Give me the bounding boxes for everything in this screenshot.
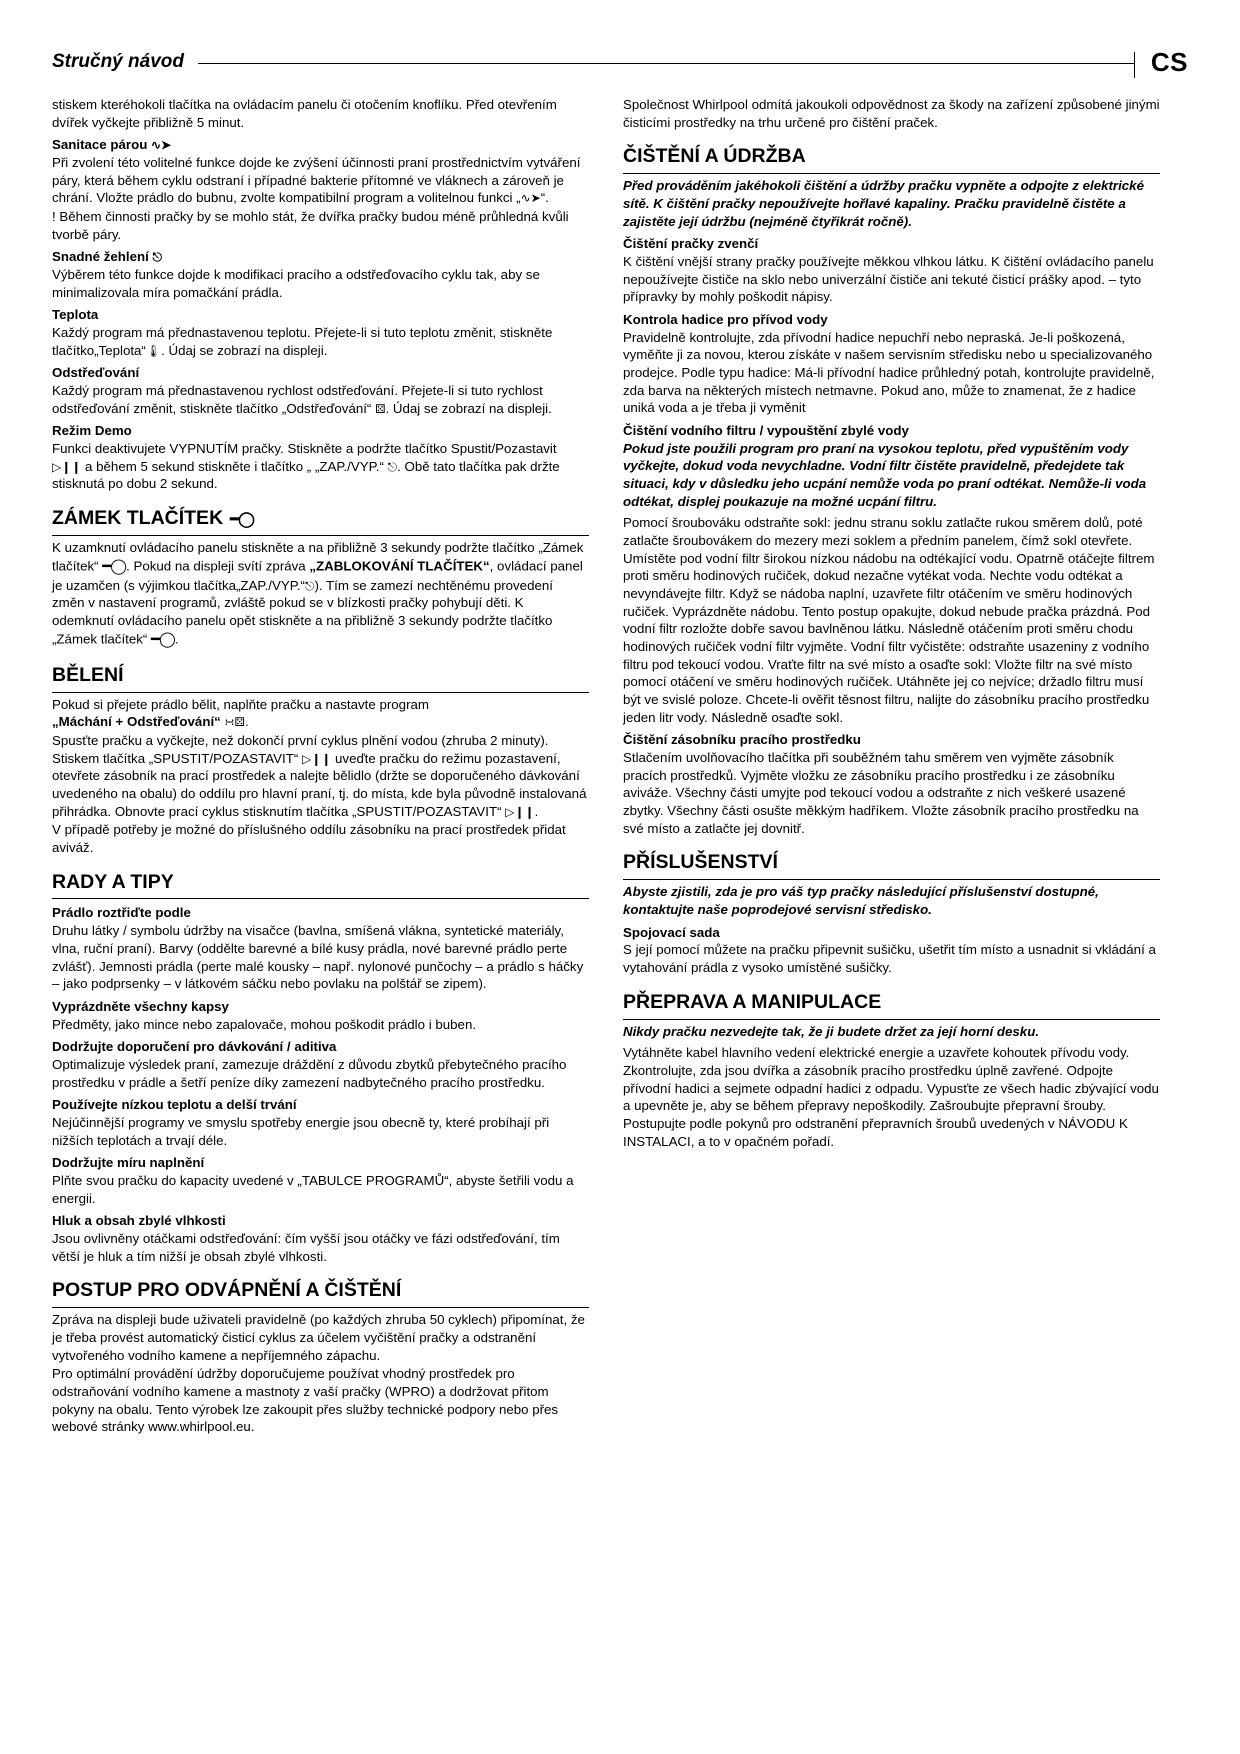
power-icon: ⎋ (387, 459, 398, 474)
steam-sanitation-heading: Sanitace párou ∿➤ (52, 137, 172, 153)
descaling-body-1: Zpráva na displeji bude uživateli pravidelně (po každých zhruba 50 cyklech) připomínat, že je třeba provést automatický čisticí cyklus za účelem vyčištění pračky a odstranění vytvořeného vodního kamene a nepříjemného zápachu. (52, 1312, 585, 1363)
key-lock-icon-inline-2: ━◯ (151, 630, 175, 648)
iron-icon: ⎋ (152, 250, 162, 265)
temperature-body: Každý program má přednastavenou teplotu. Přejete-li si tuto teplotu změnit, stiskněte tlačítko„Teplota“🌡. Údaj se zobrazí na displeji. (52, 325, 553, 358)
tip-0-body: Druhu látky / symbolu údržby na visačce (bavlna, smíšená vlákna, syntetické materiály, vlna, ruční praní). Barvy (oddělte barevné a bílé kusy prádla, nové barevné prádlo perte zvlášť). Jemnosti prádla (perte malé kousky – např. nylonové punčochy – a prádlo s háčky – jako podprsenky – v látkovém sáčku nebo povlaku na polštář se zipem). (52, 923, 584, 992)
hose-check-body: Pravidelně kontrolujte, zda přívodní hadice nepuchří nebo nepraská. Je-li poškozená, vyměňte ji za novou, kterou získáte v našem servisním středisku nebo u specializovaného prodejce. Podle typu hadice: Má-li přívodní hadice průhledný potah, kontrolujte pravidelně, zda barva na některých místech netmavne. Pokud ano, může to znamenat, že z hadice uniká voda a je třeba ji vyměnit (623, 329, 1155, 416)
stacking-kit-body: S její pomocí můžete na pračku připevnit sušičku, ušetřit tím místo a usnadnit si vkládání a vytahování prádla z vysoko umístěné sušičky. (623, 942, 1156, 976)
demo-mode-heading: Režim Demo (52, 423, 132, 439)
tip-2-title: Dodržujte doporučení pro dávkování / aditiva (52, 1039, 337, 1055)
power-icon-2: ⎋ (304, 578, 315, 593)
cleaning-warning: Před prováděním jakéhokoli čištění a údržby pračku vypněte a odpojte z elektrické sítě. K čištění pračky nepoužívejte hořlavé kapaliny. Pračku pravidelně čistěte a zajistěte její údržbu (nejméně čtyřikrát ročně). (623, 178, 1144, 229)
language-code: CS (1150, 46, 1188, 77)
bleaching-body-1: Pokud si přejete prádlo bělit, naplňte pračku a nastavte program „Máchání + Odstřeďování“ ∺⚄. (52, 696, 429, 730)
header-divider (198, 63, 1135, 64)
tip-1-title: Vyprázdněte všechny kapsy (52, 998, 229, 1014)
tip-3-title: Používejte nízkou teplotu a delší trvání (52, 1097, 297, 1113)
transport-warning: Nikdy pračku nezvedejte tak, že ji budete držet za její horní desku. (623, 1023, 1040, 1039)
tip-1-body: Předměty, jako mince nebo zapalovače, mohou poškodit prádlo i buben. (52, 1016, 477, 1032)
tip-3-body: Nejúčinnější programy ve smyslu spotřeby energie jsou obecně ty, které probíhají při nižších teplotách a trvají déle. (52, 1114, 550, 1148)
bleaching-body-2: Spusťte pračku a vyčkejte, než dokončí první cyklus plnění vodou (zhruba 2 minuty). Stiskem tlačítka „SPUSTIT/POZASTAVIT“ ▷❙❙ uveďte pračku do režimu pozastavení, otevřete zásobník na prací prostředek a nalejte bělidlo (držte se doporučeného dávkování uvedeného na obalu) do oddílu pro hlavní praní, tj. do místa, kde byla původně instalovaná přihrádka. Obnovte prací cyklus stisknutím tlačítka „SPUSTIT/POZASTAVIT“ ▷❙❙. (52, 732, 587, 819)
left-column (52, 94, 589, 1437)
accessories-note: Abyste zjistili, zda je pro váš typ pračky následující příslušenství dostupné, kontaktujte naše poprodejové servisní středisko. (623, 884, 1099, 918)
hose-check-title: Kontrola hadice pro přívod vody (623, 311, 828, 327)
easy-iron-heading: Snadné žehlení ⎋ (52, 249, 162, 265)
spin-body: Každý program má přednastavenou rychlost odstřeďování. Přejete-li si tuto rychlost odstřeďování změnit, stiskněte tlačítko „Odstřeďování“ ⚄. Údaj se zobrazí na displeji. (52, 383, 552, 416)
descaling-section-heading: POSTUP PRO ODVÁPNĚNÍ A ČIŠTĚNÍ (52, 1278, 589, 1308)
thermometer-icon: 🌡 (145, 343, 162, 358)
easy-iron-body: Výběrem této funkce dojde k modifikaci pracího a odstřeďovacího cyklu tak, aby se minimalizovala míra pomačkání prádla. (52, 267, 540, 300)
accessories-section-heading: PŘÍSLUŠENSTVÍ (623, 850, 1160, 880)
spin-icon: ⚄ (375, 401, 386, 416)
page-header (52, 40, 1188, 84)
rinse-spin-icon: ∺⚄ (224, 715, 245, 730)
tip-4-title: Dodržujte míru naplnění (52, 1155, 205, 1171)
tip-5-body: Jsou ovlivněny otáčkami odstřeďování: čím vyšší jsou otáčky ve fázi odstřeďování, tím větší je hluk a tím nižší je obsah zbylé vlhkosti. (52, 1230, 560, 1264)
demo-mode-body: Funkci deaktivujete VYPNUTÍM pračky. Stiskněte a podržte tlačítko Spustit/Pozastavit ▷❙❙ a během 5 sekund stiskněte i tlačítko „ „ZAP./VYP.“ ⎋. Obě tato tlačítka pak držte stisknutá po dobu 2 sekund. (52, 441, 560, 492)
exterior-cleaning-body: K čištění vnější strany pračky používejte měkkou vlhkou látku. K čištění ovládacího panelu nepoužívejte čističe na sklo nebo univerzální čističe ani tekuté čisticí prášky apod. – tyto přípravky by mohly poškodit nápisy. (623, 253, 1154, 305)
dispenser-cleaning-body: Stlačením uvolňovacího tlačítka při souběžném tahu směrem ven vyjměte zásobník pracích prostředků. Vyjměte vložku ze zásobníku pracího prostředku i ze zásobníku aviváže. Všechny části umyjte pod tekoucí vodou a odstraňte z nich veškeré usazené zbytky. Všechny části osušte měkkým hadříkem. Vložte zásobník pracího prostředku na své místo a zatlačte jej dovnitř. (623, 750, 1139, 836)
water-filter-body: Pomocí šroubováku odstraňte sokl: jednu stranu soklu zatlačte rukou směrem dolů, poté zatlačte šroubovákem do mezery mezi soklem a předním panelem, čímž sokl otevřete. Umístěte pod vodní filtr širokou nízkou nádobu na odtékající vodu. Opatrně otáčejte filtrem proti směru hodinových ručiček, dokud nezačne vytékat voda. Nechte vodu odtékat a nevyndávejte filtr. Když se nádoba naplní, uzavřete filtr otáčením ve směru hodinových ručiček. Vyprázdněte nádobu. Tento postup opakujte, dokud nebude pračka prázdná. Pod vodní filtr rozložte dobře savou bavlněnou látku. Následně otáčením proti směru chodu hodinových ručiček vodní filtr vyjměte. Vodní filtr vyčistěte: odstraňte usazeniny z vodního filtru pod tekoucí vodou. Vraťte filtr na své místo a osaďte sokl: Vložte filtr na své místo pomocí otáčení ve směru hodinových ručiček. Utáhněte jej co nejvíce; držadlo filtru musí být ve svislé poloze. Chcete-li ověřit těsnost filtru, nalijte do zásobníku pracího prostředku jeden litr vody. Následně osaďte sokl. (623, 515, 1155, 725)
bleaching-body-3: V případě potřeby je možné do příslušného oddílu zásobníku na prací prostředek přidat aviváž. (52, 822, 566, 855)
tip-4-body: Plňte svou pračku do kapacity uvedené v „TABULCE PROGRAMŮ“, abyste šetřili vodu a energii. (52, 1172, 574, 1206)
stacking-kit-title: Spojovací sada (623, 924, 720, 940)
start-pause-icon: ▷❙❙ (52, 459, 82, 474)
cleaning-section-heading: ČIŠTĚNÍ A ÚDRŽBA (623, 144, 1160, 174)
transport-section-heading: PŘEPRAVA A MANIPULACE (623, 990, 1160, 1020)
key-lock-icon: ━◯ (230, 511, 254, 529)
right-column (623, 94, 1160, 1151)
tip-5-title: Hluk a obsah zbylé vlhkosti (52, 1213, 226, 1229)
tip-0-title: Prádlo roztřiďte podle (52, 905, 191, 921)
page-title: Stručný návod (52, 51, 184, 72)
liability-paragraph: Společnost Whirlpool odmítá jakoukoli odpovědnost za škody na zařízení způsobené jinými čisticími prostředky na trhu určené pro čištění praček. (623, 97, 1160, 130)
key-lock-icon-inline: ━◯ (102, 557, 127, 575)
start-pause-icon-3: ▷❙❙ (505, 804, 535, 819)
steam-sanitation-body: Při zvolení této volitelné funkce dojde ke zvýšení účinnosti praní prostřednictvím vytváření páry, která během cyklu odstraní i případné bakterie přítomné ve vláknech a zároveň je chrání. Vložte prádlo do bubnu, zvolte kompatibilní program a volitelnou funkci „∿➤“. (52, 155, 581, 206)
key-lock-body: K uzamknutí ovládacího panelu stiskněte a na přibližně 3 sekundy podržte tlačítko „Zámek tlačítek“ ━◯. Pokud na displeji svítí zpráva „ZABLOKOVÁNÍ TLAČÍTEK“, ovládací panel je uzamčen (s výjimkou tlačítka„ZAP./VYP.“⎋). Tím se zamezí nechtěnému provedení změn v nastavení programů, zvláště pokud se v blízkosti pračky pohybují děti. K odemknutí ovládacího panelu opět stiskněte a na přibližně 3 sekundy podržte tlačítko „Zámek tlačítek“ ━◯. (52, 540, 584, 648)
tip-2-body: Optimalizuje výsledek praní, zamezuje dráždění z důvodu zbytků přebytečného pracího prostředku v prádle a šetří peníze díky zamezení nadbytečného pracího prostředku. (52, 1056, 567, 1090)
steam-sanitation-note: ! Během činnosti pračky by se mohlo stát, že dvířka pračky budou méně průhledná kvůli tvorbě páry. (52, 209, 569, 242)
dispenser-cleaning-title: Čištění zásobníku pracího prostředku (623, 732, 861, 748)
two-column-body (52, 94, 1188, 1437)
bleaching-section-heading: BĚLENÍ (52, 663, 589, 693)
key-lock-section-heading: ZÁMEK TLAČÍTEK ━◯ (52, 506, 589, 536)
temperature-heading: Teplota (52, 307, 99, 323)
steam-icon: ∿➤ (151, 138, 172, 153)
water-filter-warning: Pokud jste použili program pro praní na vysokou teplotu, před vypuštěním vody vyčkejte, dokud voda nevychladne. Vodní filtr čistěte pravidelně, předejdete tak situaci, kdy v důsledku jeho ucpání nemůže voda po praní odtékat. Nemůže-li voda odtékat, displej poukazuje na možné ucpání filtru. (623, 440, 1147, 509)
intro-paragraph: stiskem kteréhokoli tlačítka na ovládacím panelu či otočením knoflíku. Před otevřením dvířek vyčkejte přibližně 5 minut. (52, 97, 557, 130)
start-pause-icon-2: ▷❙❙ (301, 751, 332, 766)
water-filter-title: Čištění vodního filtru / vypouštění zbylé vody (623, 423, 909, 438)
exterior-cleaning-title: Čištění pračky zvenčí (623, 236, 759, 252)
transport-body: Vytáhněte kabel hlavního vedení elektrické energie a uzavřete kohoutek přívodu vody. Zkontrolujte, zda jsou dvířka a zásobník pracího prostředku úplně zavřené. Odpojte přívodní hadici a sejmete odpadní hadici z odpadu. Vypusťte ze všech hadic zbývající vodu a upevněte je, aby se během přepravy nepoškodily. Zašroubujte přepravní šrouby. Postupujte podle pokynů pro odstranění přepravních šroubů uvedených v NÁVODU K INSTALACI, a to v opačném pořadí. (623, 1045, 1159, 1149)
spin-heading: Odstřeďování (52, 365, 140, 381)
tips-section-heading: RADY A TIPY (52, 870, 589, 900)
steam-icon-inline: ∿➤ (520, 191, 541, 206)
descaling-body-2: Pro optimální provádění údržby doporučujeme používat vhodný prostředek pro odstraňování vodního kamene a mastnoty z vaší pračky (WPRO) a dodržovat přitom pokyny na obalu. Tento výrobek lze zakoupit přes služby technické podpory nebo přes webové stránky www.whirlpool.eu. (52, 1366, 559, 1435)
